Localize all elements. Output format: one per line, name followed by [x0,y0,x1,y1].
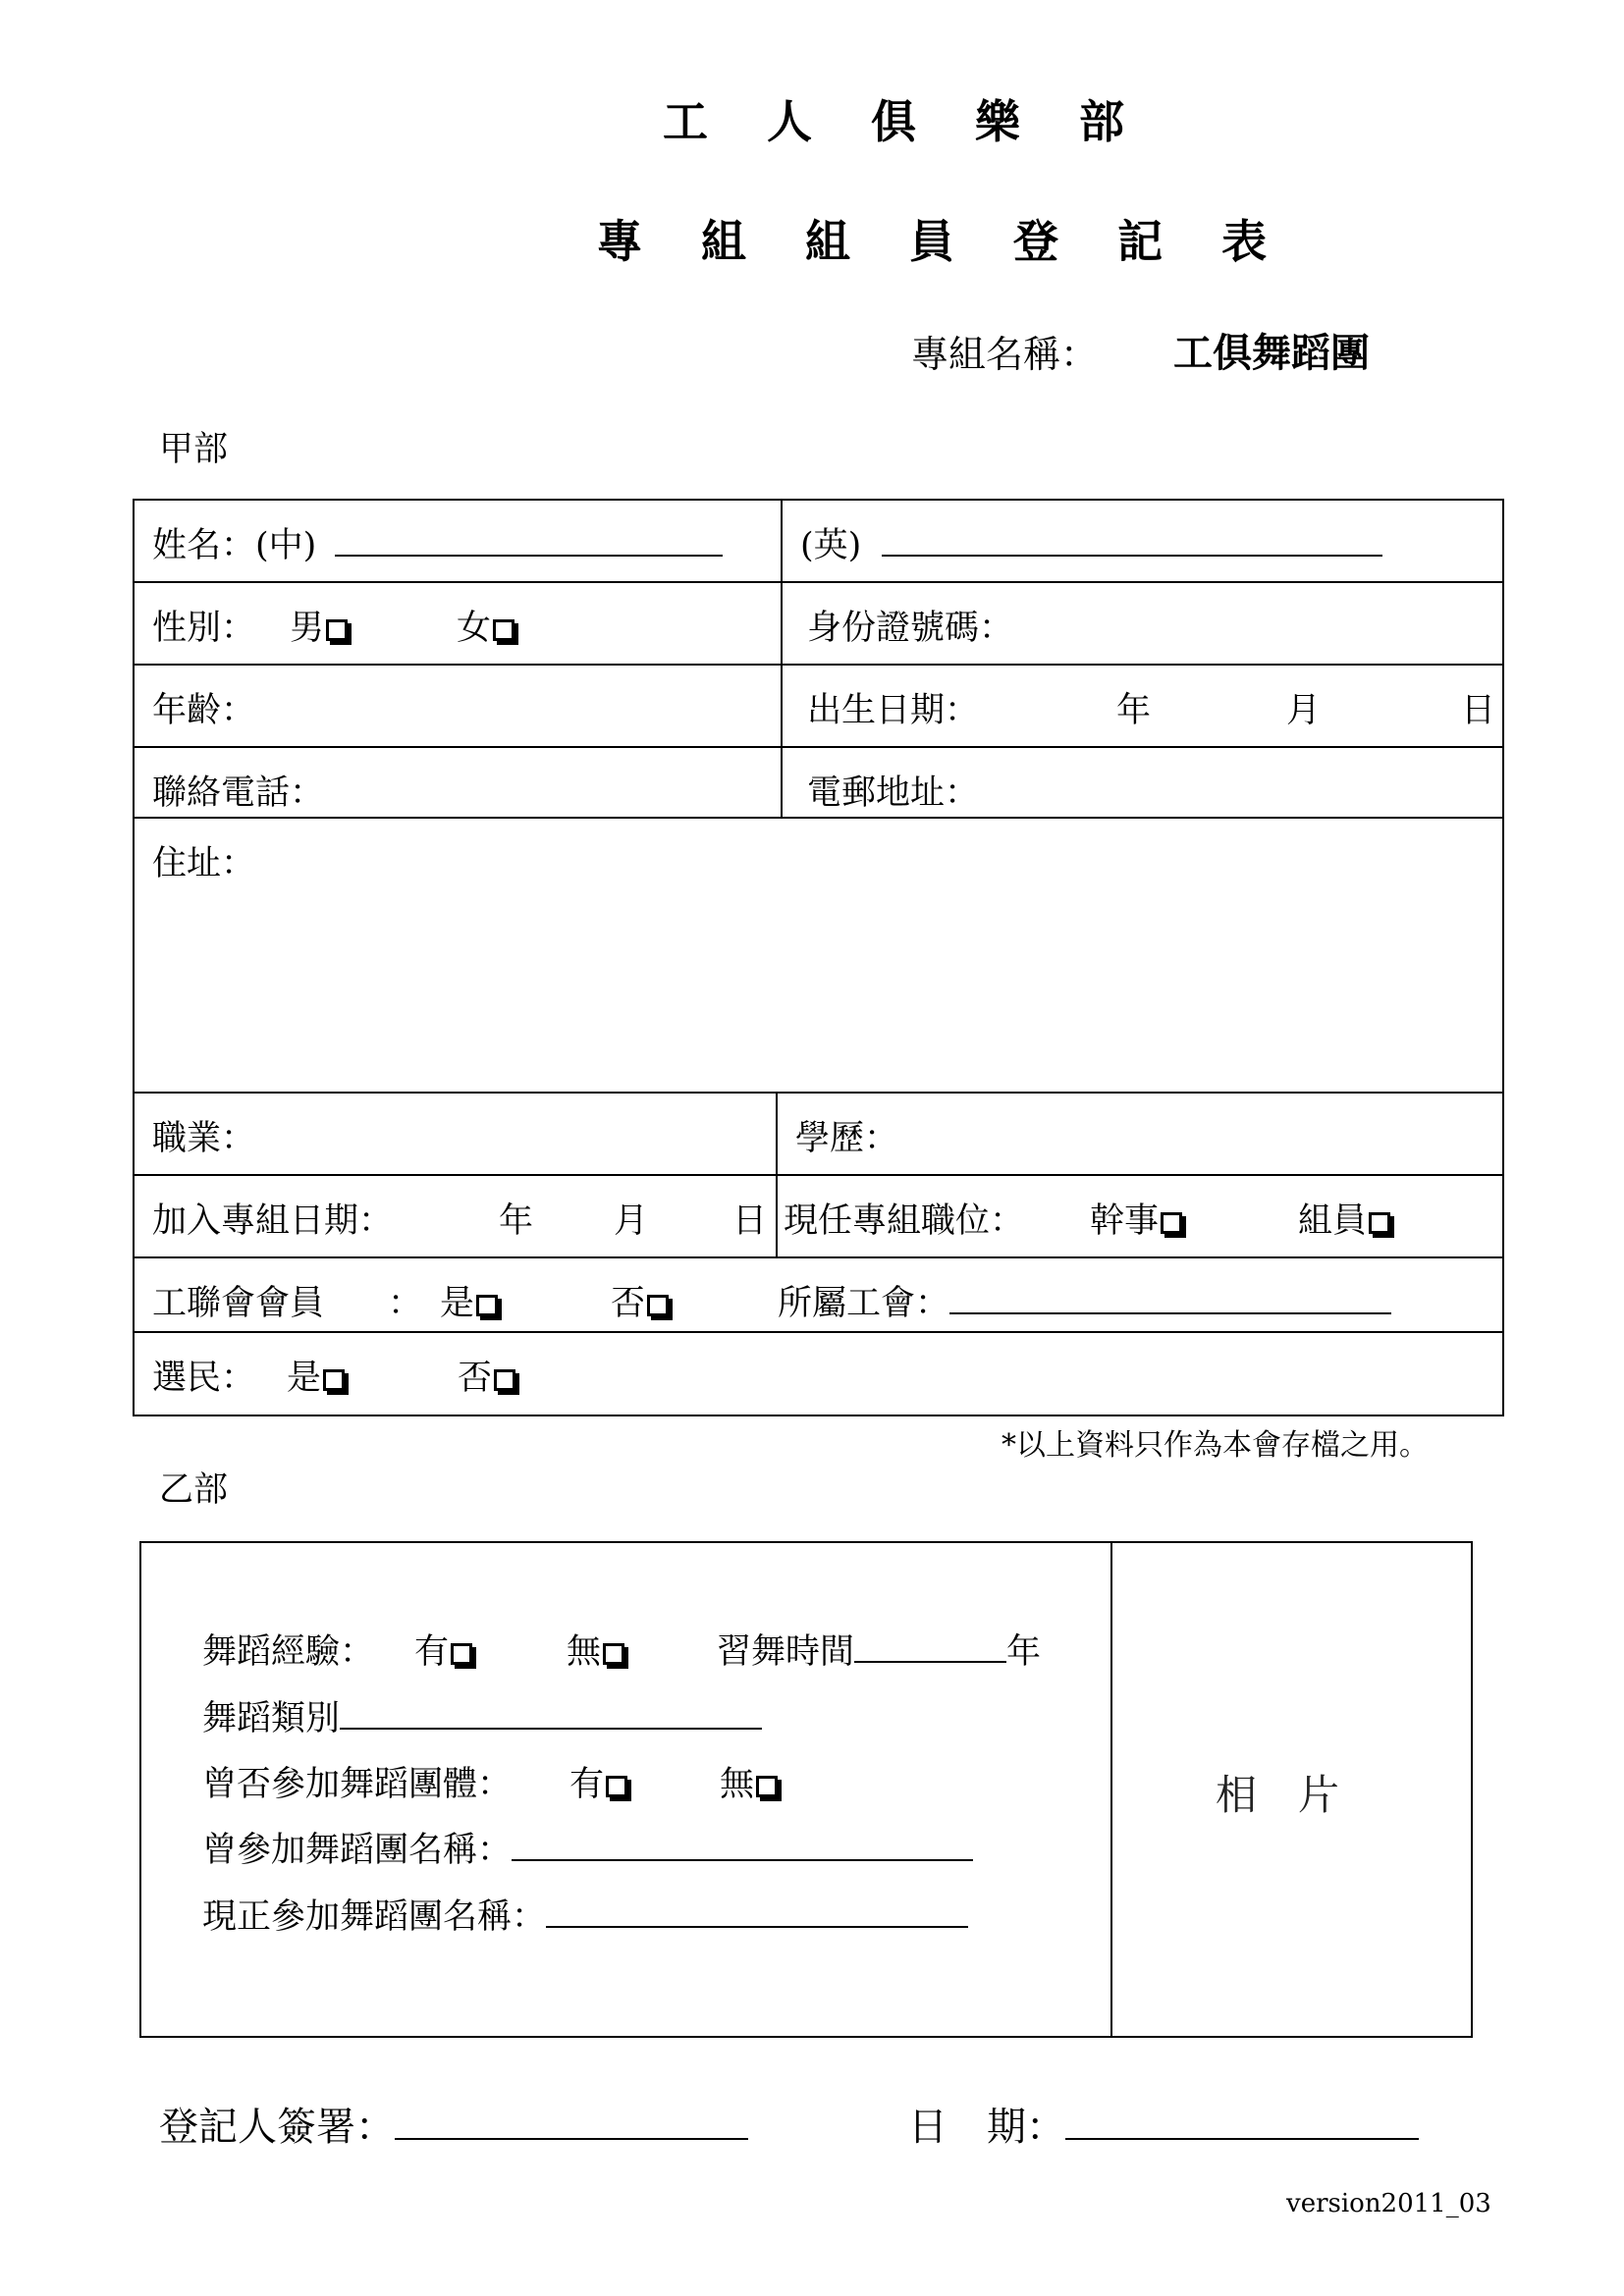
member-label: 組員 [1298,1201,1368,1241]
name-cn-label: 姓名：(中) [152,526,317,565]
phone-label: 聯絡電話： [152,774,325,813]
experience-have-label: 有 [414,1632,450,1672]
union-no-checkbox[interactable] [647,1295,669,1316]
current-group-label: 現正參加舞蹈團名稱： [202,1897,547,1937]
voter-yes-label: 是 [287,1359,322,1398]
signature-label: 登記人簽署： [159,2105,395,2150]
voter-yes-option[interactable] [287,1351,345,1400]
group-name-label: 專組名稱： [911,333,1099,376]
dance-type-row [202,1691,762,1740]
join-year-label: 年 [499,1201,534,1241]
practice-time-unit: 年 [1006,1632,1042,1672]
dob-month-label: 月 [1286,691,1322,730]
group-name-value: 工俱舞蹈團 [1173,331,1370,376]
name-cn-field[interactable] [335,525,723,557]
male-checkbox[interactable] [326,619,348,641]
position-member-option[interactable] [1298,1194,1390,1243]
officer-checkbox[interactable] [1161,1212,1182,1234]
affiliated-union-row [778,1276,1391,1325]
education-label: 學歷： [795,1119,899,1158]
joined-none-checkbox[interactable] [756,1776,778,1797]
dance-type-label: 舞蹈類別 [202,1699,341,1738]
female-checkbox[interactable] [493,619,514,641]
join-date-label: 加入專組日期： [152,1201,394,1241]
voter-yes-checkbox[interactable] [323,1369,345,1391]
name-en-label: (英) [800,526,862,565]
practice-time-field[interactable] [854,1631,1006,1663]
gender-female-option[interactable] [457,601,514,650]
join-month-label: 月 [614,1201,649,1241]
photo-divider [1110,1541,1112,2038]
email-label: 電郵地址： [807,774,980,813]
column-divider [776,1092,778,1256]
name-cn-row [152,518,723,567]
voter-no-label: 否 [458,1359,493,1398]
gender-label: 性別： [152,609,256,648]
joined-group-label: 曾否參加舞蹈團體： [202,1765,513,1804]
address-label: 住址： [152,844,256,883]
union-no-option[interactable] [611,1276,669,1325]
union-member-colon: ： [388,1284,423,1323]
voter-no-option[interactable] [458,1351,515,1400]
dance-type-field[interactable] [340,1698,762,1730]
id-number-label: 身份證號碼： [807,609,1014,648]
joined-have-option[interactable] [569,1757,627,1806]
union-yes-option[interactable] [440,1276,498,1325]
experience-none-checkbox[interactable] [603,1643,624,1665]
joined-have-checkbox[interactable] [606,1776,627,1797]
club-title: 工 人 俱 樂 部 [663,95,1147,148]
joined-have-label: 有 [569,1765,605,1804]
row-divider [133,746,1504,748]
dob-year-label: 年 [1116,691,1152,730]
voter-label: 選民： [152,1359,256,1398]
experience-have-checkbox[interactable] [451,1643,472,1665]
part-a-heading: 甲部 [159,430,229,469]
current-group-field[interactable] [546,1896,968,1928]
joined-none-label: 無 [720,1765,755,1804]
signature-row [159,2096,748,2152]
dance-experience-label: 舞蹈經驗： [202,1632,375,1672]
member-checkbox[interactable] [1369,1212,1390,1234]
experience-none-label: 無 [567,1632,602,1672]
name-en-field[interactable] [882,525,1382,557]
row-divider [133,1331,1504,1333]
occupation-label: 職業： [152,1119,256,1158]
union-yes-label: 是 [440,1284,475,1323]
column-divider [781,499,783,817]
practice-time-label: 習舞時間 [717,1632,855,1672]
gender-male-option[interactable] [290,601,348,650]
union-no-label: 否 [611,1284,646,1323]
past-group-label: 曾參加舞蹈團名稱： [202,1831,513,1870]
past-group-field[interactable] [512,1830,973,1861]
row-divider [133,817,1504,819]
joined-none-option[interactable] [720,1757,778,1806]
version-label: version2011_03 [1286,2189,1491,2218]
current-group-row [202,1890,968,1939]
signature-field[interactable] [395,2103,748,2140]
record-note: *以上資料只作為本會存檔之用。 [1001,1428,1429,1463]
dob-day-label: 日 [1461,691,1496,730]
row-divider [133,1092,1504,1094]
join-day-label: 日 [732,1201,768,1241]
row-divider [133,581,1504,583]
past-group-row [202,1823,973,1872]
row-divider [133,1256,1504,1258]
row-divider [133,1174,1504,1176]
photo-placeholder-label: 相 片 [1216,1771,1340,1819]
date-label: 日 期： [908,2105,1065,2150]
name-en-row [800,518,1382,567]
position-label: 現任專組職位： [784,1201,1025,1241]
part-b-heading: 乙部 [159,1470,229,1510]
experience-have-option[interactable] [414,1625,472,1674]
position-officer-option[interactable] [1090,1194,1182,1243]
practice-time-row [717,1625,1041,1674]
age-label: 年齡： [152,691,256,730]
form-title: 專 組 組 員 登 記 表 [597,215,1289,268]
union-member-label: 工聯會會員 [152,1284,325,1323]
row-divider [133,664,1504,666]
dob-label: 出生日期： [807,691,980,730]
female-label: 女 [457,609,492,648]
date-row [908,2096,1419,2152]
affiliated-union-label: 所屬工會： [778,1284,950,1323]
officer-label: 幹事 [1090,1201,1160,1241]
affiliated-union-field[interactable] [949,1283,1391,1314]
date-field[interactable] [1065,2103,1419,2140]
union-yes-checkbox[interactable] [476,1295,498,1316]
male-label: 男 [290,609,325,648]
voter-no-checkbox[interactable] [494,1369,515,1391]
experience-none-option[interactable] [567,1625,624,1674]
